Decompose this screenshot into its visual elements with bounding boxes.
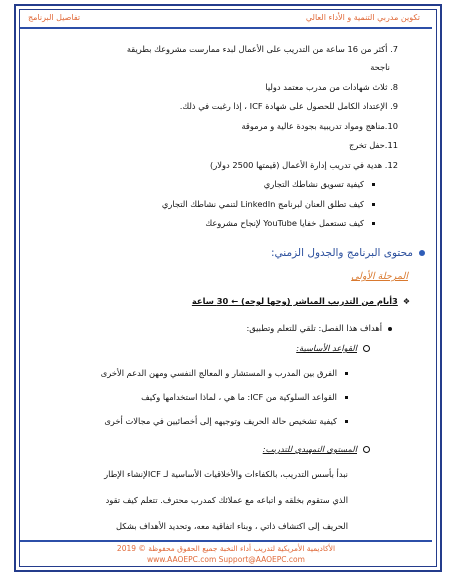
- gift-bullet-2: [162, 199, 375, 209]
- basics-bullet-text: الفرق بين المدرب و المستشار و المعالج النفسي ومهن الدعم الأخرى: [100, 368, 337, 378]
- days-line-text: 3أيام من التدريب المباشر (وجها لوجه) ← 30 ساعة: [191, 296, 398, 306]
- gift-bullet-text: كيفية تسويق نشاطك التجاري: [263, 179, 364, 189]
- intro-paragraph-line-1: نبدأ بأسس التدريب، بالكفاءات والأخلاقيات الأساسية لـ ICFلإنشاء الإطار: [104, 469, 348, 479]
- gift-bullet-text: كيف تستعمل خفايا YouTube لإنجاح مشروعك: [205, 218, 364, 228]
- list-item-9: 9. الإعتداد الكامل للحصول على شهادة ICF ، إذا رغبت في ذلك.: [179, 101, 398, 111]
- square-bullet-icon: [372, 222, 375, 225]
- basics-bullet-text: كيفية تشخيص حالة الحريف وتوجيهه إلى أخصائيين في مجالات أخرى: [104, 416, 337, 426]
- square-bullet-icon: [372, 203, 375, 206]
- square-bullet-icon: [345, 396, 348, 399]
- list-item-12: 12. هدية في تدريب إدارة الأعمال (قيمتها 2500 دولار): [210, 160, 398, 170]
- square-bullet-icon: [372, 183, 375, 186]
- square-bullet-icon: [345, 420, 348, 423]
- diamond-bullet-icon: ❖: [402, 297, 410, 306]
- round-bullet-icon: [388, 327, 392, 331]
- square-bullet-icon: [345, 372, 348, 375]
- intro-heading: [263, 444, 370, 454]
- circle-bullet-icon: [363, 446, 370, 453]
- chapter-goals-line: [246, 323, 392, 333]
- days-line: [192, 296, 410, 306]
- basics-heading: [296, 343, 370, 353]
- intro-title-text: المستوى التمهيدي للتدريب:: [262, 444, 357, 454]
- basics-bullet-2: [141, 392, 348, 402]
- footer-links: www.AAOEPC.com Support@AAOEPC.com: [147, 555, 305, 564]
- list-item-7-continuation: ناجحة: [370, 62, 390, 72]
- footer-divider: [20, 540, 432, 542]
- page-border-inner: [19, 9, 437, 567]
- header-left-text: تفاصيل البرنامج: [28, 13, 81, 22]
- basics-bullet-1: [101, 368, 348, 378]
- gift-bullet-3: [205, 218, 375, 228]
- section-bullet-icon: [419, 250, 425, 256]
- section-title-text: محتوى البرنامج والجدول الزمني:: [271, 247, 413, 259]
- basics-bullet-3: [104, 416, 348, 426]
- stage-one-title: المرحلة الأولى: [351, 271, 408, 282]
- gift-bullet-1: [264, 179, 375, 189]
- chapter-goals-text: أهداف هذا الفصل: تلقي للتعلم وتطبيق:: [246, 323, 382, 333]
- basics-bullet-text: القواعد السلوكية من ICF: ما هي ، لماذا استخدامها وكيف: [141, 392, 337, 402]
- list-item-10: 10.مناهج ومواد تدريبية بجودة عالية و مرموقة: [241, 121, 398, 131]
- header-right-text: تكوين مدربي التنمية و الأداء العالي: [305, 13, 420, 22]
- program-content-heading: [271, 247, 425, 259]
- footer-copyright: الأكاديمية الأمريكية لتدريب أداء النخبة جميع الحقوق محفوظة © 2019: [116, 544, 336, 553]
- header-divider: [20, 27, 432, 29]
- list-item-11: 11.حفل تخرج: [348, 140, 398, 150]
- list-item-7: 7. أكثر من 16 ساعة من التدريب على الأعمال لبدء ممارست مشروعك بطريقة: [126, 44, 398, 54]
- basics-title-text: القواعد الأساسية:: [296, 343, 357, 353]
- circle-bullet-icon: [363, 345, 370, 352]
- intro-paragraph-line-3: الحريف إلى اكتشاف ذاتي ، وبناء اتفاقية معه، وتحديد الأهداف بشكل: [116, 521, 348, 531]
- list-item-8: 8. ثلاث شهادات من مدرب معتمد دوليا: [265, 82, 398, 92]
- intro-paragraph-line-2: الذي ستقوم بخلقه و اتباعه مع عملائك كمدرب محترف. تتعلم كيف تقود: [105, 495, 348, 505]
- gift-bullet-text: كيف تطلق العنان لبرنامج LinkedIn لتنمي نشاطك التجاري: [161, 199, 364, 209]
